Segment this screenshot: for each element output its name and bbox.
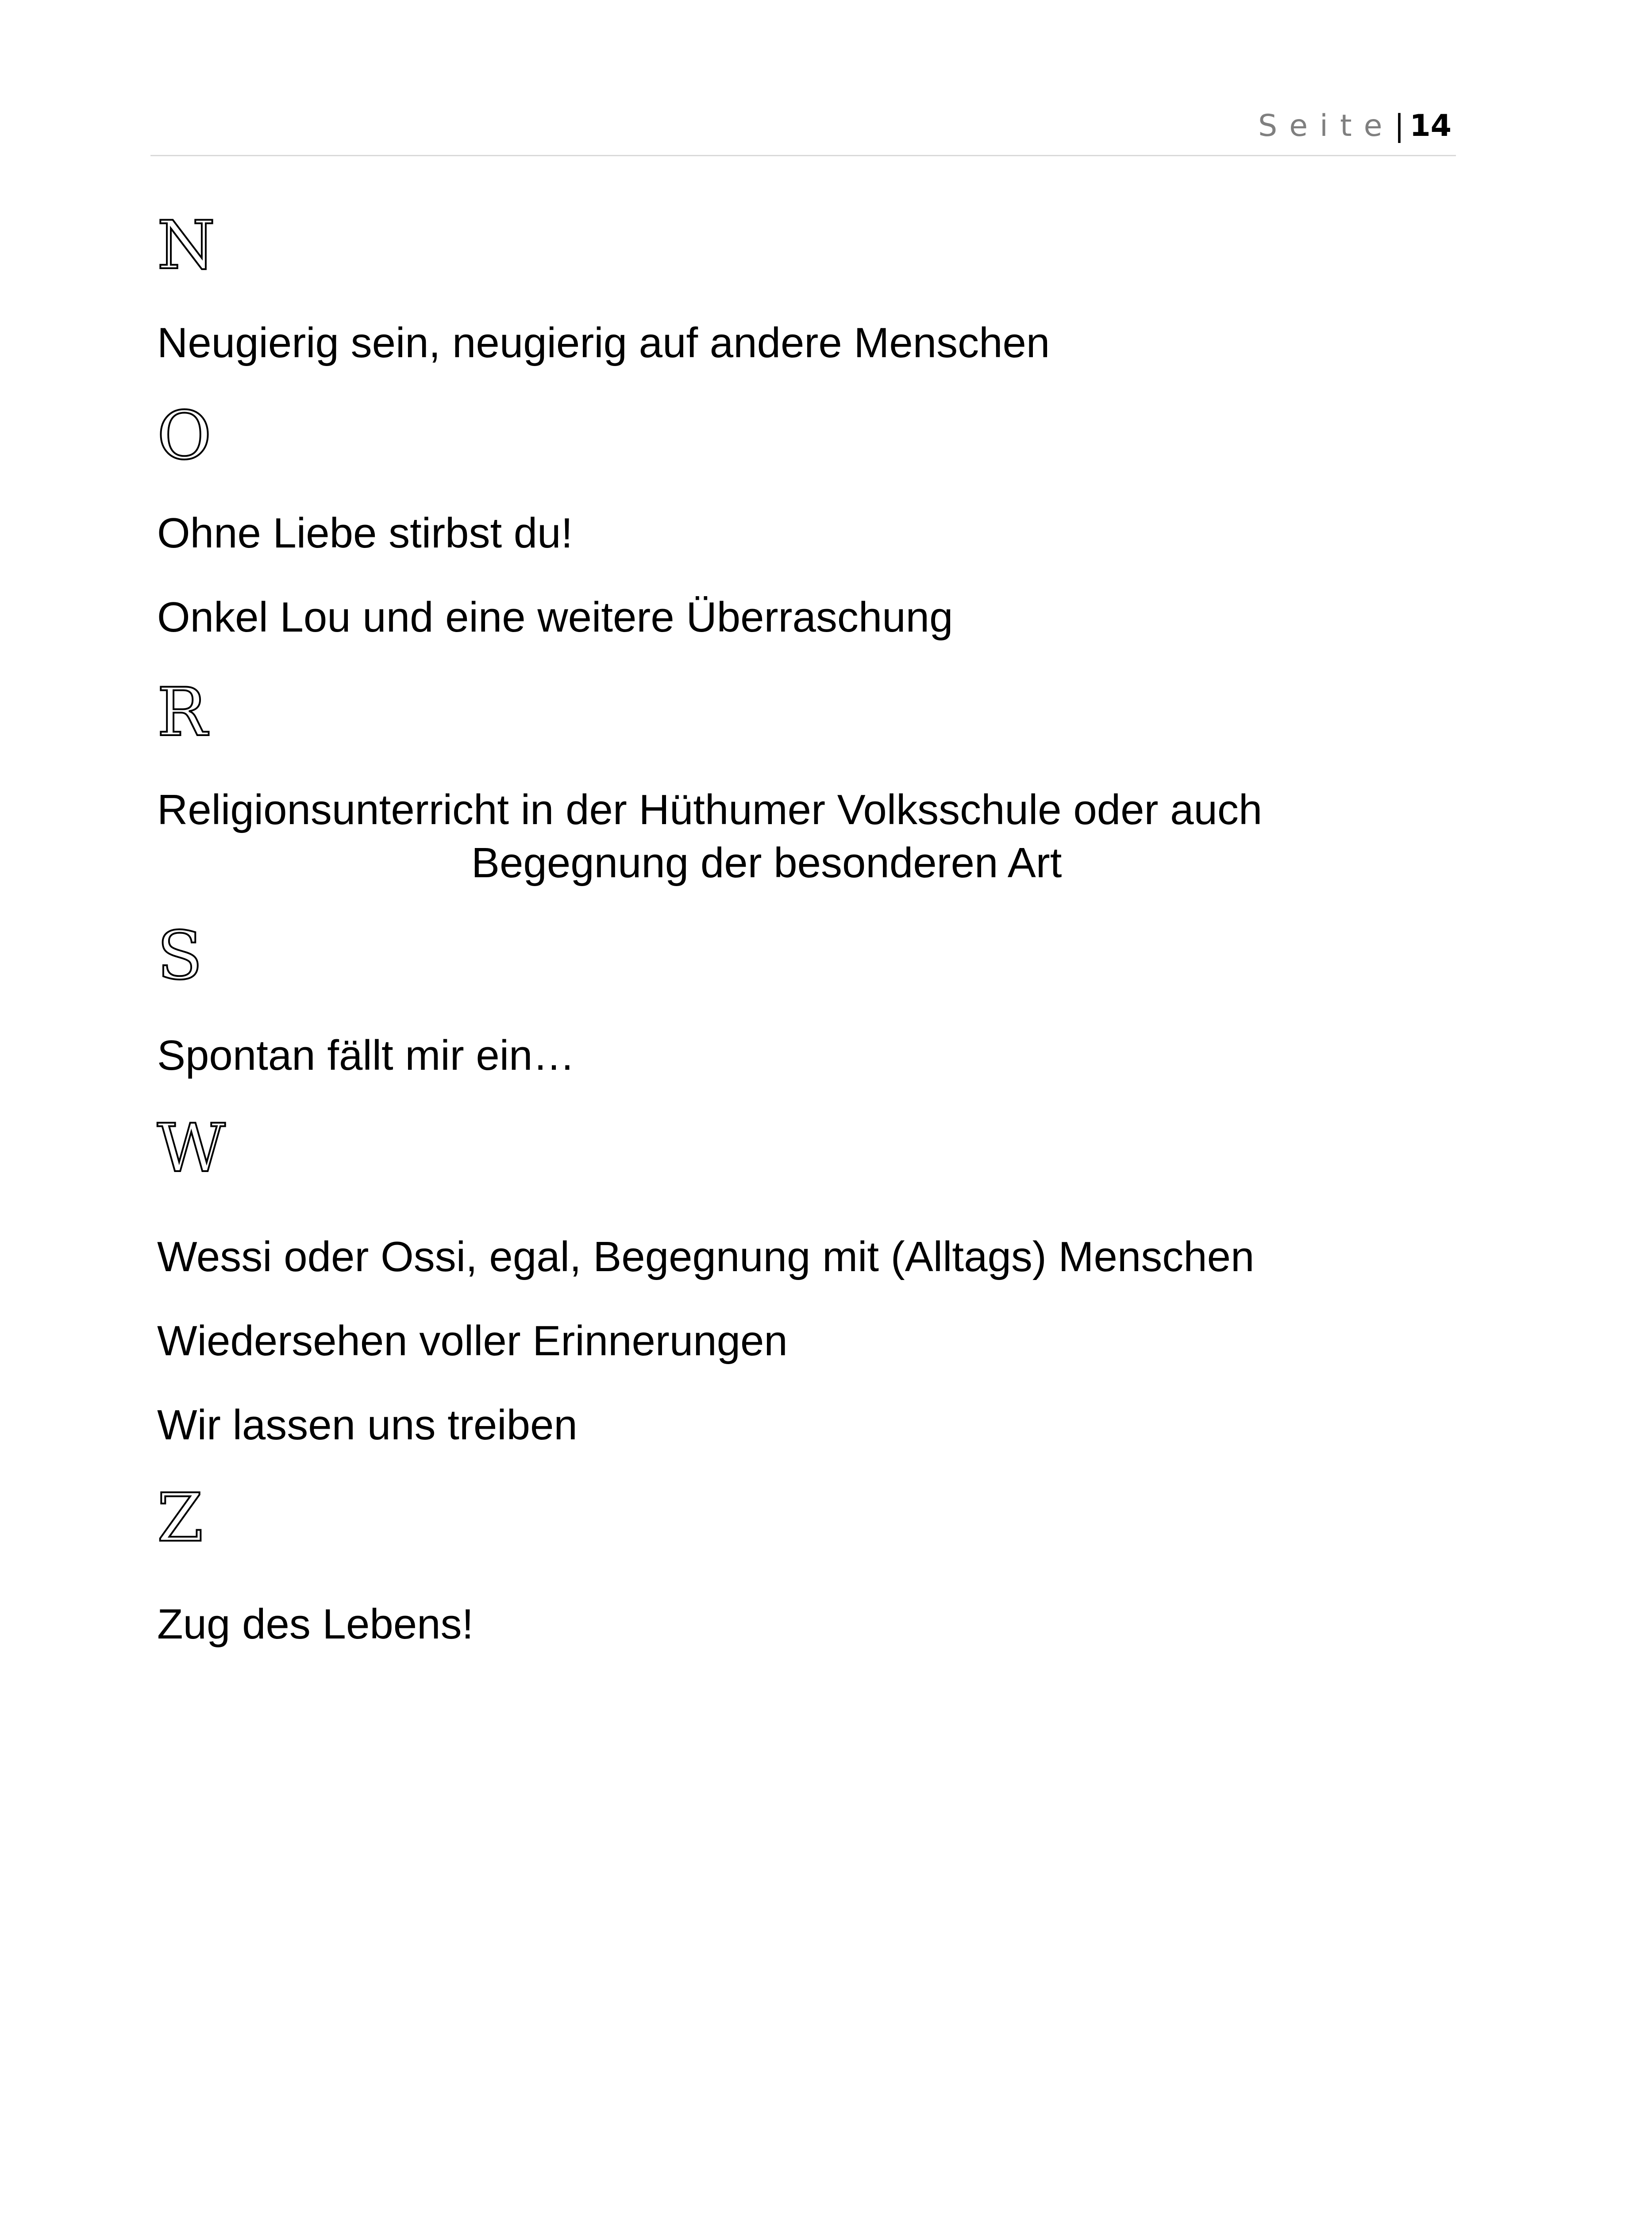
page-header <box>150 106 1456 156</box>
index-entry: Onkel Lou und eine weitere Überraschung <box>157 594 953 641</box>
index-entry: Wiedersehen voller Erinnerungen <box>157 1317 788 1365</box>
index-entry: Wessi oder Ossi, egal, Begegnung mit (Alltags) Menschen <box>157 1233 1255 1280</box>
index-entry: Zug des Lebens! <box>157 1600 474 1648</box>
index-entry: Ohne Liebe stirbst du! <box>157 509 573 557</box>
index-entry: Neugierig sein, neugierig auf andere Menschen <box>157 319 1050 366</box>
index-entry: Spontan fällt mir ein… <box>157 1032 575 1079</box>
page-number: 14 <box>1409 108 1452 143</box>
index-entry-line-2: Begegnung der besonderen Art <box>471 839 1062 887</box>
section-letter-n: N <box>157 207 216 284</box>
page-number-label <box>1258 108 1452 144</box>
section-letter-w: W <box>157 1110 226 1187</box>
index-entry-multiline <box>157 783 1262 890</box>
section-letter-z: Z <box>157 1480 204 1557</box>
section-letter-o: O <box>157 397 212 474</box>
section-letter-s: S <box>157 918 203 995</box>
index-entry: Wir lassen uns treiben <box>157 1401 578 1449</box>
page-word: Seite <box>1258 108 1394 143</box>
header-separator: | <box>1394 108 1405 143</box>
section-letter-r: R <box>157 674 207 751</box>
index-entry-line-1: Religionsunterricht in der Hüthumer Volksschule oder auch <box>157 786 1263 833</box>
